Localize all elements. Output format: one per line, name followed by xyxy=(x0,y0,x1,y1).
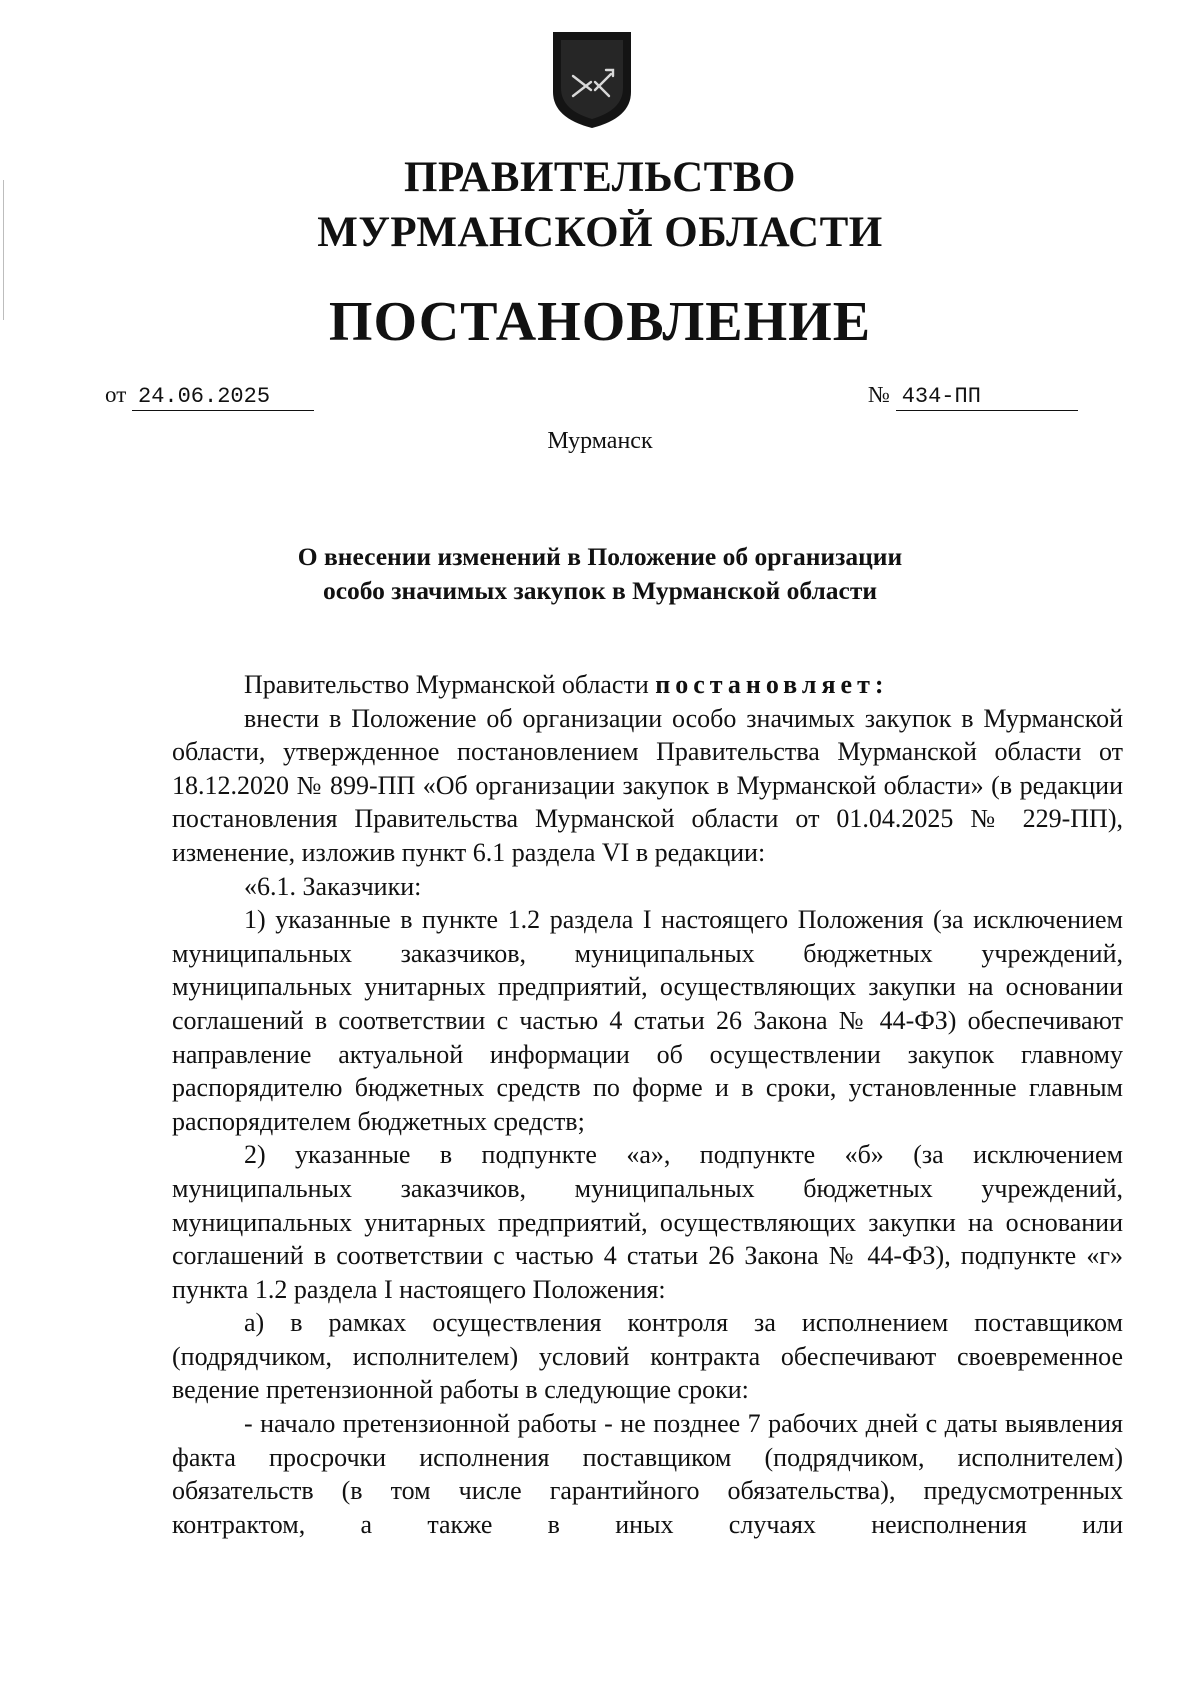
government-title-line: МУРМАНСКОЙ ОБЛАСТИ xyxy=(317,209,883,256)
number-prefix: № xyxy=(868,382,890,407)
body-paragraph: «6.1. Заказчики: xyxy=(244,871,422,901)
date-prefix: от xyxy=(105,382,127,407)
subject-line: О внесении изменений в Положение об организации xyxy=(297,542,903,571)
document-number: 434-ПП xyxy=(896,384,1078,411)
city-name: Мурманск xyxy=(547,428,653,454)
government-title-line: ПРАВИТЕЛЬСТВО xyxy=(404,154,796,201)
body-paragraph: внести в Положение об организации особо значимых закупок в Мурманской области, утвержденное постановлением Правительства Мурманской области от 18.12.2020 № 899-ПП «Об организации закупок в Мурманской области» (в редакции постановления Правительства Мурманской области от 01.04.2025 № 229-ПП), изменение, изложив пункт 6.1 раздела VI в редакции: xyxy=(172,703,1123,867)
document-date: 24.06.2025 xyxy=(132,384,314,411)
intro-resolves: постановляет: xyxy=(655,670,889,699)
document-body xyxy=(172,668,1123,1541)
date-line xyxy=(105,382,314,411)
body-paragraph: 1) указанные в пункте 1.2 раздела I настоящего Положения (за исключением муниципальных заказчиков, муниципальных бюджетных учреждений, муниципальных унитарных предприятий, осуществляющих закупки на основании соглашений в соответствии с частью 4 статьи 26 Закона № 44-ФЗ) обеспечивают направление актуальной информации об осуществлении закупок главному распорядителю бюджетных средств по форме и в сроки, установленные главным распорядителем бюджетных средств; xyxy=(172,905,1123,1136)
number-line xyxy=(868,382,1078,411)
body-paragraph: 2) указанные в подпункте «а», подпункте «б» (за исключением муниципальных заказчиков, муниципальных бюджетных учреждений, муниципальных унитарных предприятий, осуществляющих закупки на основании соглашений в соответствии с частью 4 статьи 26 Закона № 44-ФЗ), подпункте «г» пункта 1.2 раздела I настоящего Положения: xyxy=(172,1140,1123,1304)
coat-of-arms-icon xyxy=(551,30,633,130)
government-title xyxy=(0,150,1200,260)
body-paragraph: - начало претензионной работы - не позднее 7 рабочих дней с даты выявления факта просрочки исполнения поставщиком (подрядчиком, исполнителем) обязательств (в том числе гарантийного обязательства), предусмотренных контрактом, а также в иных случаях неисполнения или xyxy=(172,1409,1123,1539)
intro-text: Правительство Мурманской области xyxy=(244,670,656,699)
document-type-heading: ПОСТАНОВЛЕНИЕ xyxy=(328,291,872,353)
body-paragraph: а) в рамках осуществления контроля за исполнением поставщиком (подрядчиком, исполнителем) условий контракта обеспечивают своевременное ведение претензионной работы в следующие сроки: xyxy=(172,1308,1123,1405)
subject-line: особо значимых закупок в Мурманской области xyxy=(322,576,878,605)
resolution-intro xyxy=(172,668,1123,702)
document-subject xyxy=(0,540,1200,608)
